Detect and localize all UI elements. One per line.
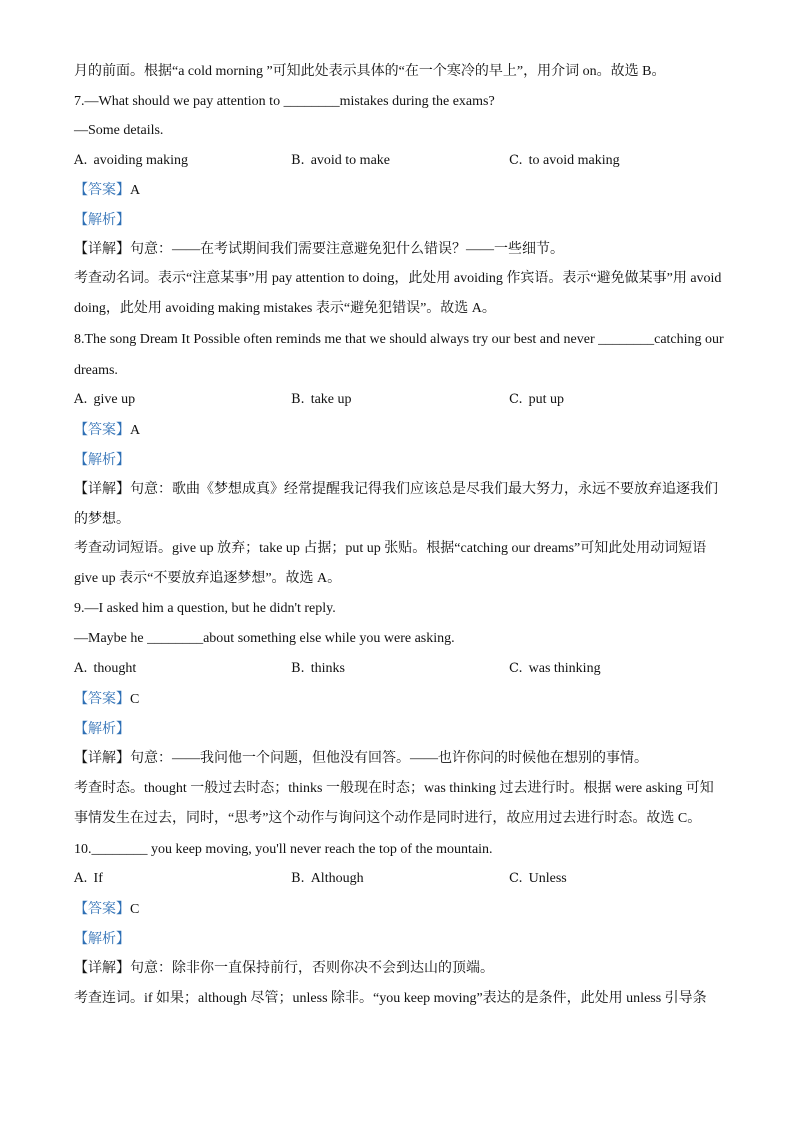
question-10-detail-2: 考查连词。if 如果；although 尽管；unless 除非。“you keep moving”表达的是条件，此处用 unless 引导条 — [74, 991, 707, 1006]
question-8-detail-2: 的梦想。 — [74, 512, 130, 527]
answer-value: A — [130, 183, 141, 198]
question-9-option-a[interactable]: A. thought — [74, 661, 137, 676]
question-8-analysis-tag: 【解析】 — [74, 452, 130, 468]
question-9-stem-1: 9.—I asked him a question, but he didn't reply. — [74, 601, 336, 616]
question-10-answer — [74, 899, 734, 919]
question-7-detail-2: 考查动名词。表示“注意某事”用 pay attention to doing，此处用 avoiding 作宾语。表示“避免做某事”用 avoid — [74, 271, 722, 286]
question-7-option-a[interactable]: A. avoiding making — [74, 153, 189, 168]
answer-tag: 【答案】 — [74, 422, 130, 438]
question-7-answer — [74, 180, 734, 200]
question-8-detail-3: 考查动词短语。give up 放弃；take up 占据；put up 张贴。根据“catching our dreams”可知此处用动词短语 — [74, 541, 707, 556]
question-8-option-c[interactable]: C. put up — [509, 392, 565, 407]
question-8-stem-1: 8.The song Dream It Possible often reminds me that we should always try our best and never ________catching our — [74, 332, 724, 347]
answer-value: A — [130, 423, 141, 438]
question-10-option-c[interactable]: C. Unless — [509, 871, 567, 886]
question-9-option-b[interactable]: B. thinks — [291, 661, 345, 676]
question-9-stem-2: —Maybe he ________about something else while you were asking. — [74, 631, 455, 646]
question-9-option-c[interactable]: C. was thinking — [509, 661, 601, 676]
answer-value: C — [130, 692, 140, 707]
question-9-detail-1: 【详解】句意：——我问他一个问题，但他没有回答。——也许你问的时候他在想别的事情。 — [74, 751, 648, 766]
question-10-detail-1: 【详解】句意：除非你一直保持前行，否则你决不会到达山的顶端。 — [74, 961, 494, 976]
question-8-option-b[interactable]: B. take up — [291, 392, 352, 407]
question-7-option-c[interactable]: C. to avoid making — [509, 153, 620, 168]
answer-value: C — [130, 902, 140, 917]
question-8-answer — [74, 420, 734, 440]
question-10-option-b[interactable]: B. Although — [291, 871, 364, 886]
question-7-stem-2: —Some details. — [74, 123, 164, 138]
question-7-option-b[interactable]: B. avoid to make — [291, 153, 390, 168]
intro-line: 月的前面。根据“a cold morning ”可知此处表示具体的“在一个寒冷的早上”，用介词 on。故选 B。 — [74, 64, 666, 79]
question-7-stem-1: 7.—What should we pay attention to ________mistakes during the exams? — [74, 94, 495, 109]
question-10-analysis-tag: 【解析】 — [74, 931, 130, 947]
question-9-answer — [74, 689, 734, 709]
question-10-stem-1: 10.________ you keep moving, you'll never reach the top of the mountain. — [74, 842, 493, 857]
question-7-detail-1: 【详解】句意：——在考试期间我们需要注意避免犯什么错误？——一些细节。 — [74, 242, 564, 257]
answer-tag: 【答案】 — [74, 691, 130, 707]
answer-tag: 【答案】 — [74, 182, 130, 198]
question-8-detail-1: 【详解】句意：歌曲《梦想成真》经常提醒我记得我们应该总是尽我们最大努力，永远不要放弃追逐我们 — [74, 482, 718, 497]
question-7-analysis-tag: 【解析】 — [74, 212, 130, 228]
question-7-detail-3: doing，此处用 avoiding making mistakes 表示“避免犯错误”。故选 A。 — [74, 301, 496, 316]
question-9-detail-3: 事情发生在过去，同时，“思考”这个动作与询问这个动作是同时进行，故应用过去进行时态。故选 C。 — [74, 811, 702, 826]
question-8-stem-2: dreams. — [74, 363, 118, 378]
question-8-detail-4: give up 表示“不要放弃追逐梦想”。故选 A。 — [74, 571, 342, 586]
question-8-option-a[interactable]: A. give up — [74, 392, 136, 407]
question-9-detail-2: 考查时态。thought 一般过去时态；thinks 一般现在时态；was thinking 过去进行时。根据 were asking 可知 — [74, 781, 714, 796]
answer-tag: 【答案】 — [74, 901, 130, 917]
question-9-analysis-tag: 【解析】 — [74, 721, 130, 737]
question-10-option-a[interactable]: A. If — [74, 871, 103, 886]
